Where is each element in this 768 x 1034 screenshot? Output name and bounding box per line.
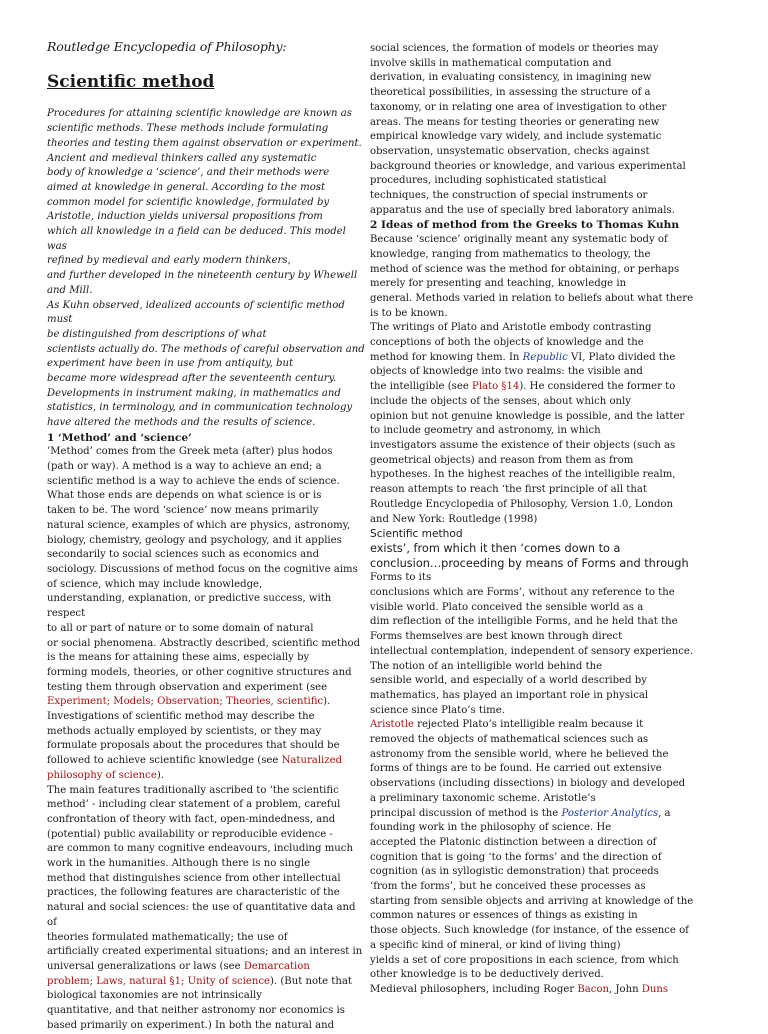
body-line: opinion but not genuine knowledge is possible, and the latter <box>370 410 685 422</box>
body-line: procedures, including sophisticated statistical <box>370 175 607 187</box>
body-line: secondarily to social sciences such as economics and <box>47 549 320 561</box>
body-line: testing them through observation and experiment (see <box>47 681 328 693</box>
body-line: The writings of Plato and Aristotle embody contrasting <box>370 322 652 334</box>
body-line: (path or way). A method is a way to achieve an end; a <box>47 461 322 473</box>
body-line: science since Plato’s time. <box>370 704 505 716</box>
abstract-line: scientists actually do. The methods of careful observation and <box>47 343 365 355</box>
body-line: are common to many cognitive endeavours, including much <box>47 843 353 855</box>
body-line: Forms themselves are best known through direct <box>370 631 623 643</box>
body-line: dim reflection of the intelligible Forms, and he held that the <box>370 616 678 628</box>
body-line: of science, which may include knowledge, <box>47 578 263 590</box>
abstract-line: have altered the methods and the results of science. <box>47 417 316 429</box>
body-line: natural science, examples of which are physics, astronomy, <box>47 519 351 531</box>
abstract-line: and Mill. <box>47 284 93 296</box>
body-line: methods actually employed by scientists, or they may <box>47 725 322 737</box>
body-line: Because ‘science’ originally meant any systematic body of <box>370 234 668 246</box>
abstract-line: and further developed in the nineteenth century by Whewell <box>47 270 358 282</box>
abstract-line: which all knowledge in a field can be deduced. This model was <box>47 226 346 252</box>
abstract-line: be distinguished from descriptions of what <box>47 328 267 340</box>
body-line: natural and social sciences: the use of quantitative data and of <box>47 902 356 928</box>
body-line: forming models, theories, or other cognitive structures and <box>47 666 352 678</box>
body-line: yields a set of core propositions in each science, from which <box>370 954 679 966</box>
body-line: objects of knowledge into two realms: the visible and <box>370 366 643 378</box>
body-line: Forms to its <box>370 572 432 584</box>
republic-link[interactable]: Republic <box>522 351 568 363</box>
left-column <box>47 40 367 1034</box>
abstract-line: experiment have been in use from antiquity, but <box>47 358 294 370</box>
body-line: The main features traditionally ascribed to ‘the scientific <box>47 784 339 796</box>
body-line: those objects. Such knowledge (for instance, of the essence of <box>370 925 689 937</box>
body-line: What those ends are depends on what science is or is <box>47 490 322 502</box>
body-line: biology, chemistry, geology and psychology, and it applies <box>47 534 342 546</box>
body-line: empirical knowledge vary widely, and include systematic <box>370 131 662 143</box>
body-line: universal generalizations or laws (see Demarcation <box>47 960 310 972</box>
bacon-link[interactable]: Bacon <box>577 984 610 995</box>
body-line: the intelligible (see Plato §14). He considered the former to <box>370 381 676 393</box>
body-line: hypotheses. In the highest reaches of the intelligible realm, <box>370 469 676 481</box>
body-line: conclusions which are Forms’, without any reference to the <box>370 587 675 599</box>
cross-ref-link[interactable]: Demarcation <box>243 960 310 972</box>
body-line: ’Method’ comes from the Greek meta (after) plus hodos <box>47 446 333 458</box>
body-line: exists’, from which it then ‘comes down to a <box>370 541 621 555</box>
body-line: reason attempts to reach ‘the first principle of all that <box>370 484 647 496</box>
abstract-line: Procedures for attaining scientific knowledge are known as <box>47 108 352 120</box>
body-line: other knowledge is to be deductively derived. <box>370 969 604 981</box>
body-line: sensible world, and especially of a world described by <box>370 675 647 687</box>
abstract-line: Developments in instrument making, in mathematics and <box>47 387 341 399</box>
body-line: cognition that is going ‘to the forms’ and the direction of <box>370 851 662 863</box>
body-line: removed the objects of mathematical sciences such as <box>370 734 649 746</box>
abstract-line: Aristotle, induction yields universal propositions from <box>47 211 323 223</box>
body-line: ‘from the forms’, but he conceived these processes as <box>370 881 646 893</box>
body-line: confrontation of theory with fact, open-mindedness, and <box>47 813 336 825</box>
abstract-line: statistics, in terminology, and in communication technology <box>47 402 353 414</box>
body-line: is to be known. <box>370 307 448 319</box>
body-line: theoretical possibilities, in assessing the structure of a <box>370 87 651 99</box>
body-line: principal discussion of method is the Posterior Analytics, a <box>370 807 671 819</box>
body-line: astronomy from the sensible world, where he believed the <box>370 748 669 760</box>
body-line: general. Methods varied in relation to beliefs about what there <box>370 292 694 304</box>
abstract-line: theories and testing them against observation or experiment. <box>47 137 362 149</box>
body-line: to include geometry and astronomy, in which <box>370 425 601 437</box>
body-line: formulate proposals about the procedures that should be <box>47 740 340 752</box>
cross-ref-link[interactable]: Plato §14 <box>472 381 520 393</box>
body-line: conclusion…proceeding by means of Forms and through <box>370 556 689 570</box>
body-line: Investigations of scientific method may describe the <box>47 711 315 723</box>
body-line: involve skills in mathematical computation and <box>370 57 612 69</box>
body-line: forms of things are to be found. He carried out extensive <box>370 763 662 775</box>
body-line: biological taxonomies are not intrinsically <box>47 990 262 1002</box>
body-line: starting from sensible objects and arriving at knowledge of the <box>370 895 694 907</box>
abstract-line: body of knowledge a ‘science’, and their methods were <box>47 167 330 179</box>
body-line: accepted the Platonic distinction between a direction of <box>370 836 657 848</box>
body-line: founding work in the philosophy of science. He <box>370 822 612 834</box>
body-line: investigators assume the existence of their objects (such as <box>370 439 676 451</box>
body-line: followed to achieve scientific knowledge (see Naturalized <box>47 755 343 767</box>
body-line: The notion of an intelligible world behind the <box>370 660 603 672</box>
abstract-line: refined by medieval and early modern thinkers, <box>47 255 291 267</box>
body-line: social sciences, the formation of models or theories may <box>370 43 659 54</box>
body-line: method for knowing them. In Republic VI, Plato divided the <box>370 351 676 363</box>
running-head: Scientific method <box>370 528 463 541</box>
body-line: include the objects of the senses, about which only <box>370 395 631 407</box>
body-line: based primarily on experiment.) In both the natural and <box>47 1019 335 1031</box>
body-line: practices, the following features are characteristic of the <box>47 887 340 899</box>
aristotle-link[interactable]: Aristotle <box>370 719 414 731</box>
abstract-line: aimed at knowledge in general. According to the most <box>47 181 326 193</box>
abstract-line: As Kuhn observed, idealized accounts of scientific method must <box>47 299 345 326</box>
body-line: a specific kind of mineral, or kind of living thing) <box>370 939 621 951</box>
section-heading-1: 1 ‘Method’ and ‘science’ <box>47 431 192 444</box>
body-line: visible world. Plato conceived the sensible world as a <box>370 601 644 613</box>
source-line: Routledge Encyclopedia of Philosophy: <box>47 39 287 54</box>
abstract-line: scientific methods. These methods include formulating <box>47 123 329 135</box>
body-line: Experiment; Models; Observation; Theories, scientific). <box>47 696 331 708</box>
body-line: Routledge Encyclopedia of Philosophy, Version 1.0, London <box>370 498 674 510</box>
body-line: observations (including dissections) in biology and developed <box>370 778 686 790</box>
body-line: cognition (as in syllogistic demonstration) that proceeds <box>370 866 659 878</box>
cross-ref-link[interactable]: Experiment; Models; Observation; Theories, scientific <box>47 696 324 708</box>
abstract-line: common model for scientific knowledge, formulated by <box>47 196 330 208</box>
page-title: Scientific method <box>47 71 215 92</box>
body-line: mathematics, has played an important role in physical <box>370 689 649 701</box>
body-line: artificially created experimental situations; and an interest in <box>47 946 363 958</box>
body-line: theories formulated mathematically; the use of <box>47 931 288 943</box>
abstract <box>47 107 367 430</box>
body-line: areas. The means for testing theories or generating new <box>370 116 660 128</box>
body-line: merely for presenting and teaching, knowledge in <box>370 278 627 290</box>
cross-ref-link[interactable]: philosophy of science <box>47 769 157 781</box>
posterior-analytics-link[interactable]: Posterior Analytics <box>561 807 659 819</box>
abstract-line: became more widespread after the seventeenth century. <box>47 373 337 385</box>
body-line: understanding, explanation, or predictive success, with respect <box>47 593 332 620</box>
body-line: or social phenomena. Abstractly described, scientific method <box>47 637 361 649</box>
section-heading-2: 2 Ideas of method from the Greeks to Thomas Kuhn <box>370 219 680 232</box>
body-line: work in the humanities. Although there is no single <box>47 858 311 870</box>
body-line: background theories or knowledge, and various experimental <box>370 160 686 172</box>
right-column <box>370 42 694 998</box>
body-line: techniques, the construction of special instruments or <box>370 190 648 202</box>
body-line: method that distinguishes science from other intellectual <box>47 872 341 884</box>
body-line: Medieval philosophers, including Roger Bacon, John Duns <box>370 984 669 995</box>
body-line: to all or part of nature or to some domain of natural <box>47 622 314 634</box>
body-line: is the means for attaining these aims, especially by <box>47 652 310 664</box>
body-line: intellectual contemplation, independent of sensory experience. <box>370 645 694 657</box>
body-line: method of science was the method for obtaining, or perhaps <box>370 263 680 275</box>
body-line: problem; Laws, natural §1; Unity of science). (But note that <box>47 975 352 987</box>
duns-link[interactable]: Duns <box>641 984 669 995</box>
body-line: sociology. Discussions of method focus on the cognitive aims <box>47 564 358 575</box>
body-line: a preliminary taxonomic scheme. Aristotle’s <box>370 792 596 804</box>
body-line: Aristotle rejected Plato’s intelligible realm because it <box>370 719 644 731</box>
body-line: knowledge, ranging from mathematics to theology, the <box>370 248 651 260</box>
body-line: conceptions of both the objects of knowledge and the <box>370 337 644 349</box>
body-line: and New York: Routledge (1998) <box>370 513 538 525</box>
abstract-line: Ancient and medieval thinkers called any systematic <box>47 152 317 164</box>
body-line: philosophy of science). <box>47 769 164 781</box>
body-line: common natures or essences of things as existing in <box>370 910 638 922</box>
body-line: apparatus and the use of specially bred laboratory animals. <box>370 204 675 216</box>
body-line: (potential) public availability or reproducible evidence - <box>47 828 333 840</box>
body-line: derivation, in evaluating consistency, in imagining new <box>370 72 652 84</box>
body-line: scientific method is a way to achieve the ends of science. <box>47 475 340 487</box>
body-line: observation, unsystematic observation, checks against <box>370 145 650 157</box>
body-line: taken to be. The word ‘science’ now means primarily <box>47 505 319 517</box>
cross-ref-link[interactable]: problem; Laws, natural §1; Unity of science <box>47 975 270 987</box>
body-line: taxonomy, or in relating one area of investigation to other <box>370 101 667 113</box>
body-line: geometrical objects) and reason from them as from <box>370 454 634 466</box>
body-line: quantitative, and that neither astronomy nor economics is <box>47 1005 345 1017</box>
body-line: method’ - including clear statement of a problem, careful <box>47 799 341 811</box>
cross-ref-link[interactable]: Naturalized <box>281 755 343 767</box>
